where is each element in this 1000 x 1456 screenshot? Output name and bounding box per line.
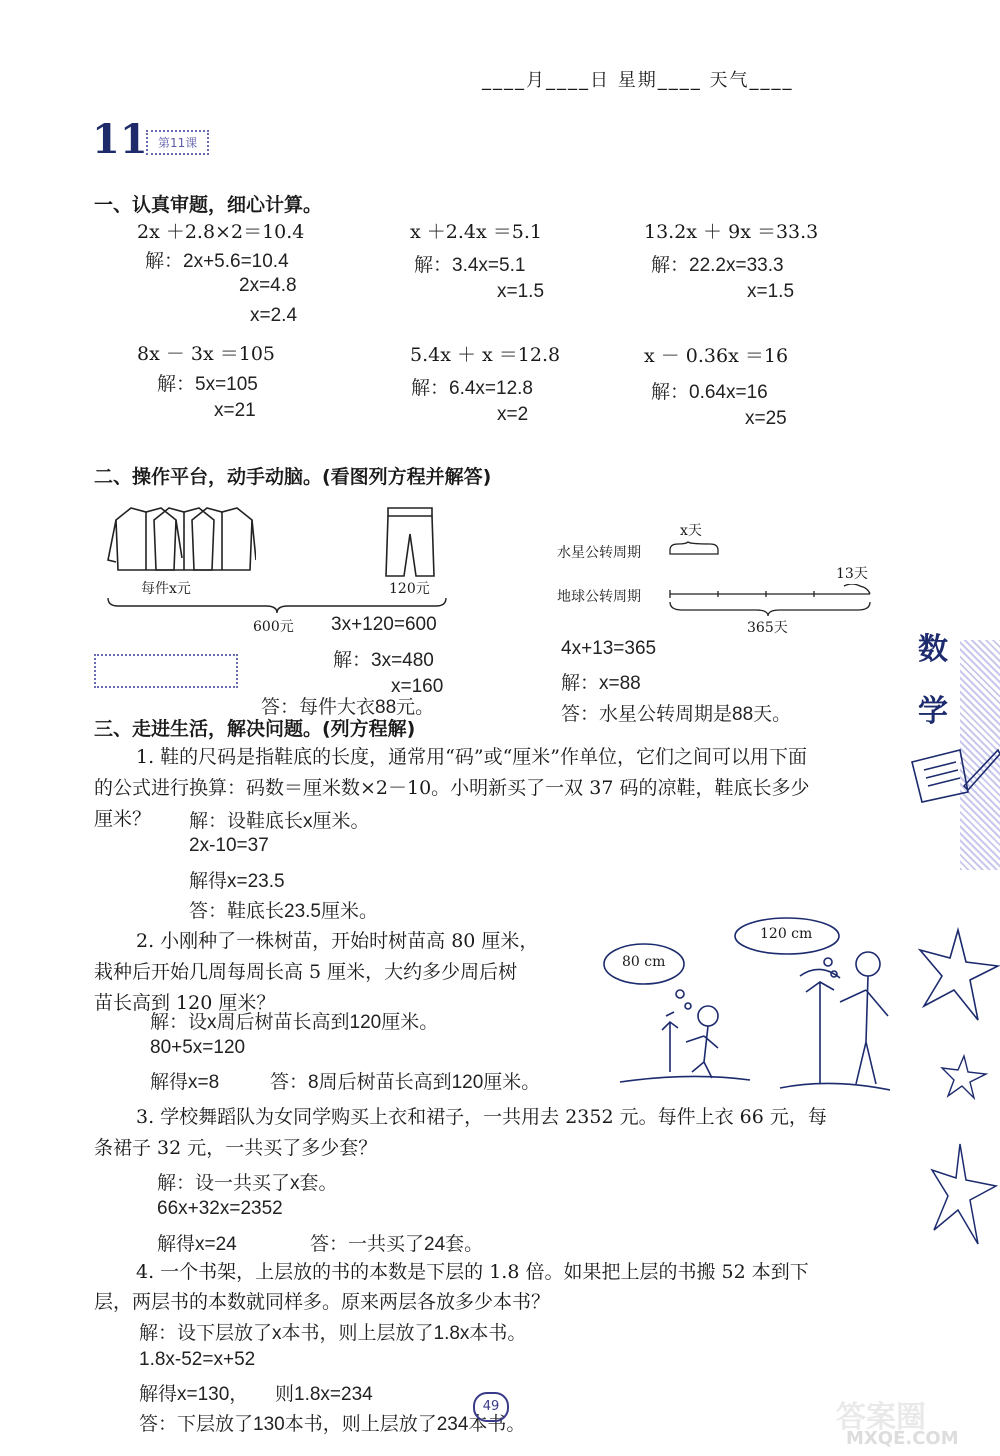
date-line: ____月____日 星期____ 天气____ <box>482 70 794 91</box>
section2-right-step: 解：x=88 <box>561 673 641 694</box>
lesson-label: 第11课 <box>146 130 209 155</box>
mercury-segment <box>668 540 720 556</box>
watermark-url: MXQE.COM <box>846 1428 959 1449</box>
equation-2: x ＋2.4x ＝5.1 <box>410 221 542 243</box>
solution-5-line-2: x=2 <box>497 404 529 425</box>
q1-solution-4: 答：鞋底长23.5厘米。 <box>189 901 378 922</box>
extra-days-label: 13天 <box>836 566 868 582</box>
solution-3-line-2: x=1.5 <box>747 281 795 302</box>
total-days-label: 365天 <box>747 620 788 636</box>
small-star-icon <box>940 1054 990 1100</box>
question-4-line-1: 4. 一个书架，上层放的书的本数是下层的 1.8 倍。如果把上层的书搬 52 本到下 <box>136 1261 809 1283</box>
solution-1-line-3: x=2.4 <box>250 305 298 326</box>
solution-4-line-2: x=21 <box>214 400 256 421</box>
section2-left-answer: 答：每件大衣88元。 <box>261 697 435 718</box>
q1-solution-1: 解：设鞋底长x厘米。 <box>189 811 370 832</box>
q2-solution-4: 答：8周后树苗长高到120厘米。 <box>270 1072 541 1093</box>
earth-segment <box>668 584 874 618</box>
equation-5: 5.4x ＋ x ＝12.8 <box>410 344 561 366</box>
q4-solution-1: 解：设下层放了x本书，则上层放了1.8x本书。 <box>139 1323 527 1344</box>
question-2-line-2: 栽种后开始几周每周长高 5 厘米，大约多少周后树 <box>94 961 518 983</box>
section2-left-step: 解：3x=480 <box>333 650 434 671</box>
question-3-line-2: 条裙子 32 元，一共买了多少套？ <box>94 1137 378 1159</box>
section1-title: 一、认真审题，细心计算。 <box>94 194 323 216</box>
watermark-logo: 答案圈 <box>836 1400 926 1435</box>
q1-solution-3: 解得x=23.5 <box>189 871 285 892</box>
q4-solution-2: 1.8x-52=x+52 <box>139 1349 256 1370</box>
total-brace <box>106 596 448 614</box>
solution-4-line-1: 解：5x=105 <box>157 374 258 395</box>
q4-solution-4: 则1.8x=234 <box>275 1384 373 1405</box>
total-price-label: 600元 <box>253 619 294 635</box>
q3-solution-3: 解得x=24 <box>157 1234 237 1255</box>
solution-6-line-1: 解：0.64x=16 <box>651 382 768 403</box>
starfish-icon <box>930 1140 1000 1250</box>
q4-solution-5: 答：下层放了130本书，则上层放了234本书。 <box>139 1414 526 1435</box>
section2-left-equation: 3x+120=600 <box>331 614 437 635</box>
equation-1: 2x ＋2.8×2＝10.4 <box>137 221 305 243</box>
lesson-number: 11 <box>92 116 148 163</box>
bubble-80cm: 80 cm <box>622 954 666 970</box>
question-3-line-1: 3. 学校舞蹈队为女同学购买上衣和裙子，一共用去 2352 元。每件上衣 66 元，每 <box>136 1106 827 1128</box>
question-2-line-3: 苗长高到 120 厘米？ <box>94 992 276 1014</box>
star-icon <box>918 926 1000 1026</box>
solution-3-line-1: 解：22.2x=33.3 <box>651 255 784 276</box>
solution-2-line-1: 解：3.4x=5.1 <box>414 255 526 276</box>
solution-1-line-1: 解：2x+5.6=10.4 <box>145 251 289 272</box>
lesson-badge <box>92 116 252 163</box>
solution-6-line-2: x=25 <box>745 408 787 429</box>
q2-solution-2: 80+5x=120 <box>150 1037 246 1058</box>
q4-solution-3: 解得x=130， <box>139 1384 249 1405</box>
equation-4: 8x － 3x ＝105 <box>137 343 275 365</box>
bubble-120cm: 120 cm <box>760 926 813 942</box>
q1-solution-2: 2x-10=37 <box>189 835 269 856</box>
solution-5-line-1: 解：6.4x=12.8 <box>411 378 533 399</box>
equation-6: x － 0.36x ＝16 <box>644 345 789 367</box>
q2-solution-3: 解得x=8 <box>150 1072 220 1093</box>
section2-right-equation: 4x+13=365 <box>561 638 657 659</box>
section2-right-answer: 答：水星公转周期是88天。 <box>561 704 792 725</box>
x-days-label: x天 <box>680 523 702 539</box>
q3-solution-2: 66x+32x=2352 <box>157 1198 283 1219</box>
q2-solution-1: 解：设x周后树苗长高到120厘米。 <box>150 1012 439 1033</box>
side-subject-2: 学 <box>918 694 948 729</box>
question-1-line-2: 的公式进行换算：码数＝厘米数×2－10。小明新买了一双 37 码的凉鞋，鞋底长多少 <box>94 777 810 799</box>
question-4-line-2: 层，两层书的本数就同样多。原来两层各放多少本书？ <box>94 1291 551 1313</box>
section2-title: 二、操作平台，动手动脑。(看图列方程并解答) <box>94 466 492 488</box>
pants-price-label: 120元 <box>389 581 430 597</box>
question-1-line-1: 1. 鞋的尺码是指鞋底的长度，通常用“码”或“厘米”作单位，它们之间可以用下面 <box>136 746 808 768</box>
tree-growth-illustration <box>600 912 900 1092</box>
solution-1-line-2: 2x=4.8 <box>239 275 297 296</box>
page-number: 49 <box>473 1392 509 1422</box>
mercury-label: 水星公转周期 <box>557 545 641 561</box>
pants-illustration <box>384 504 436 580</box>
question-1-line-3: 厘米？ <box>94 808 152 830</box>
jackets-illustration <box>106 500 256 580</box>
section2-left-result: x=160 <box>391 676 444 697</box>
question-2-line-1: 2. 小刚种了一株树苗，开始时树苗高 80 厘米， <box>136 930 539 952</box>
equation-3: 13.2x ＋ 9x ＝33.3 <box>644 221 819 243</box>
side-subject-1: 数 <box>918 632 948 667</box>
solution-2-line-2: x=1.5 <box>497 281 545 302</box>
q3-solution-1: 解：设一共买了x套。 <box>157 1173 338 1194</box>
pencil-paper-icon <box>908 740 1000 806</box>
shirt-price-label: 每件x元 <box>141 581 191 597</box>
earth-label: 地球公转周期 <box>557 589 641 605</box>
q3-solution-4: 答：一共买了24套。 <box>310 1234 484 1255</box>
practice-stamp <box>94 654 238 688</box>
section3-title: 三、走进生活，解决问题。(列方程解) <box>94 718 416 740</box>
